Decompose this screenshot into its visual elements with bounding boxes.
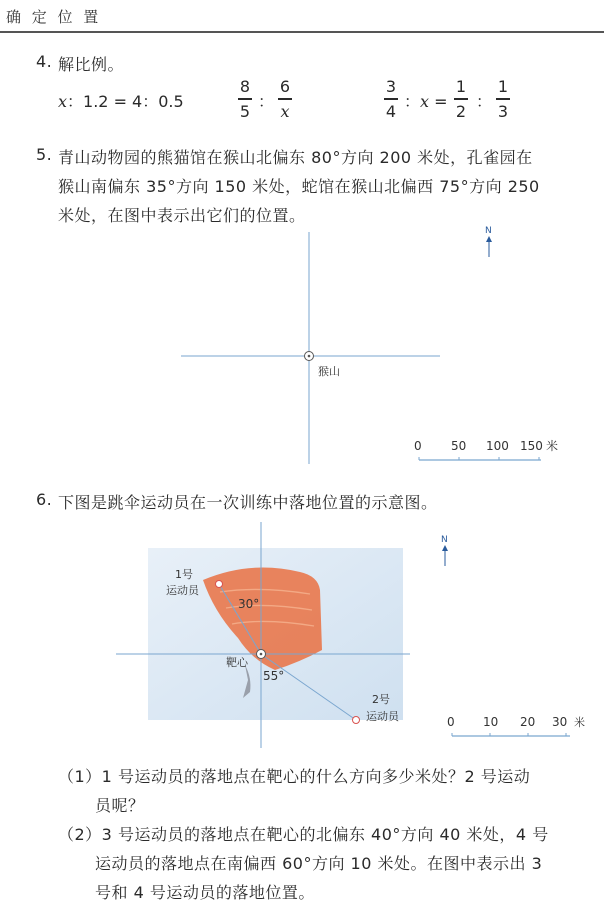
q5-scale-150: 150 [520,439,543,453]
header-divider [0,31,604,33]
q5-scale-50: 50 [451,439,467,453]
q4-eq2-num2: 6 [279,77,291,96]
page-header [0,0,604,36]
q6-scale-30: 30 [552,715,568,729]
q6-athlete2-label-1: 2号 [372,693,390,706]
q4-eq3-colon1: ： [404,92,421,111]
q4-eq2-fraction-1 [238,77,252,121]
q4-eq3-num2: 1 [455,77,467,96]
q6-number: 6. [36,490,53,509]
q5-center-label: 猴山 [318,365,340,378]
q4-eq3-den3: 3 [497,101,509,121]
section-title: 确 定 位 置 [6,8,102,26]
q4-eq3-fraction-3 [496,77,510,121]
q5-line-3: 米处，在图中表示出它们的位置。 [58,206,306,225]
q6-athlete1-label-2: 运动员 [166,584,199,597]
q6-sub2-line-1: （2）3 号运动员的落地点在靶心的北偏东 40°方向 40 米处，4 号 [58,825,549,844]
q4-eq2-den2: x [280,101,290,121]
q4-prompt: 解比例。 [58,55,125,74]
q6-scale-10: 10 [483,715,499,729]
q6-athlete2-label-2: 运动员 [366,710,399,723]
q5-scale-unit: 米 [546,439,559,453]
q5-center-dot [308,355,311,358]
q5-north-arrow-icon [486,236,492,242]
q4-eq3-left [404,89,448,112]
q6-center-label: 靶心 [226,656,248,669]
q6-athlete1-label-1: 1号 [175,568,193,581]
q5-line-2: 猴山南偏东 35°方向 150 米处，蛇馆在猴山北偏西 75°方向 250 [58,177,540,196]
q4-eq3-den1: 4 [385,101,397,121]
q6-athlete2-marker [353,717,360,724]
q6-scale-unit: 米 [574,716,585,729]
q4-eq3-den2: 2 [455,101,467,121]
q6-scale-20: 20 [520,715,536,729]
q5-scale-100: 100 [486,439,509,453]
q6-prompt: 下图是跳伞运动员在一次训练中落地位置的示意图。 [58,493,438,512]
q5-number: 5. [36,145,53,164]
q5-line-1: 青山动物园的熊猫馆在猴山北偏东 80°方向 200 米处，孔雀园在 [58,148,533,167]
q6-angle2-label: 55° [263,669,285,683]
q6-scale-0: 0 [447,715,455,729]
q4-eq3-variable: x [420,92,430,111]
q4-equation-1 [58,89,184,112]
q4-number: 4. [36,52,53,71]
q6-diagram [0,520,604,750]
q4-eq3-num1: 3 [385,77,397,96]
q4-eq3-fraction-1 [384,77,398,121]
q4-eq2-fraction-2 [278,77,292,121]
q6-sub2-line-3: 号和 4 号运动员的落地位置。 [95,883,315,902]
q4-eq3-equals: = [434,92,448,111]
q4-eq1-variable: x [58,92,68,111]
q6-athlete1-marker [216,581,223,588]
q6-sub1-line-2: 员呢？ [95,796,145,815]
q6-north-label: N [441,535,448,545]
q6-center-dot [260,653,263,656]
q6-north-arrow-icon [442,545,448,551]
q4-eq1-rest: ：1.2 = 4：0.5 [67,92,184,111]
q5-diagram [0,220,604,470]
q6-angle1-label: 30° [238,597,260,611]
q6-sub1-line-1: （1）1 号运动员的落地点在靶心的什么方向多少米处？2 号运动 [58,767,531,786]
q5-scale-0: 0 [414,439,422,453]
q4-eq3-fraction-2 [454,77,468,121]
q6-sub2-line-2: 运动员的落地点在南偏西 60°方向 10 米处。在图中表示出 3 [95,854,543,873]
q4-eq2-colon: ： [258,92,275,111]
q5-north-label: N [485,226,492,236]
q4-eq3-colon2: ： [476,92,493,111]
q4-eq2-den1: 5 [239,101,251,121]
q4-eq2-num1: 8 [239,77,251,96]
q4-eq3-num3: 1 [497,77,509,96]
